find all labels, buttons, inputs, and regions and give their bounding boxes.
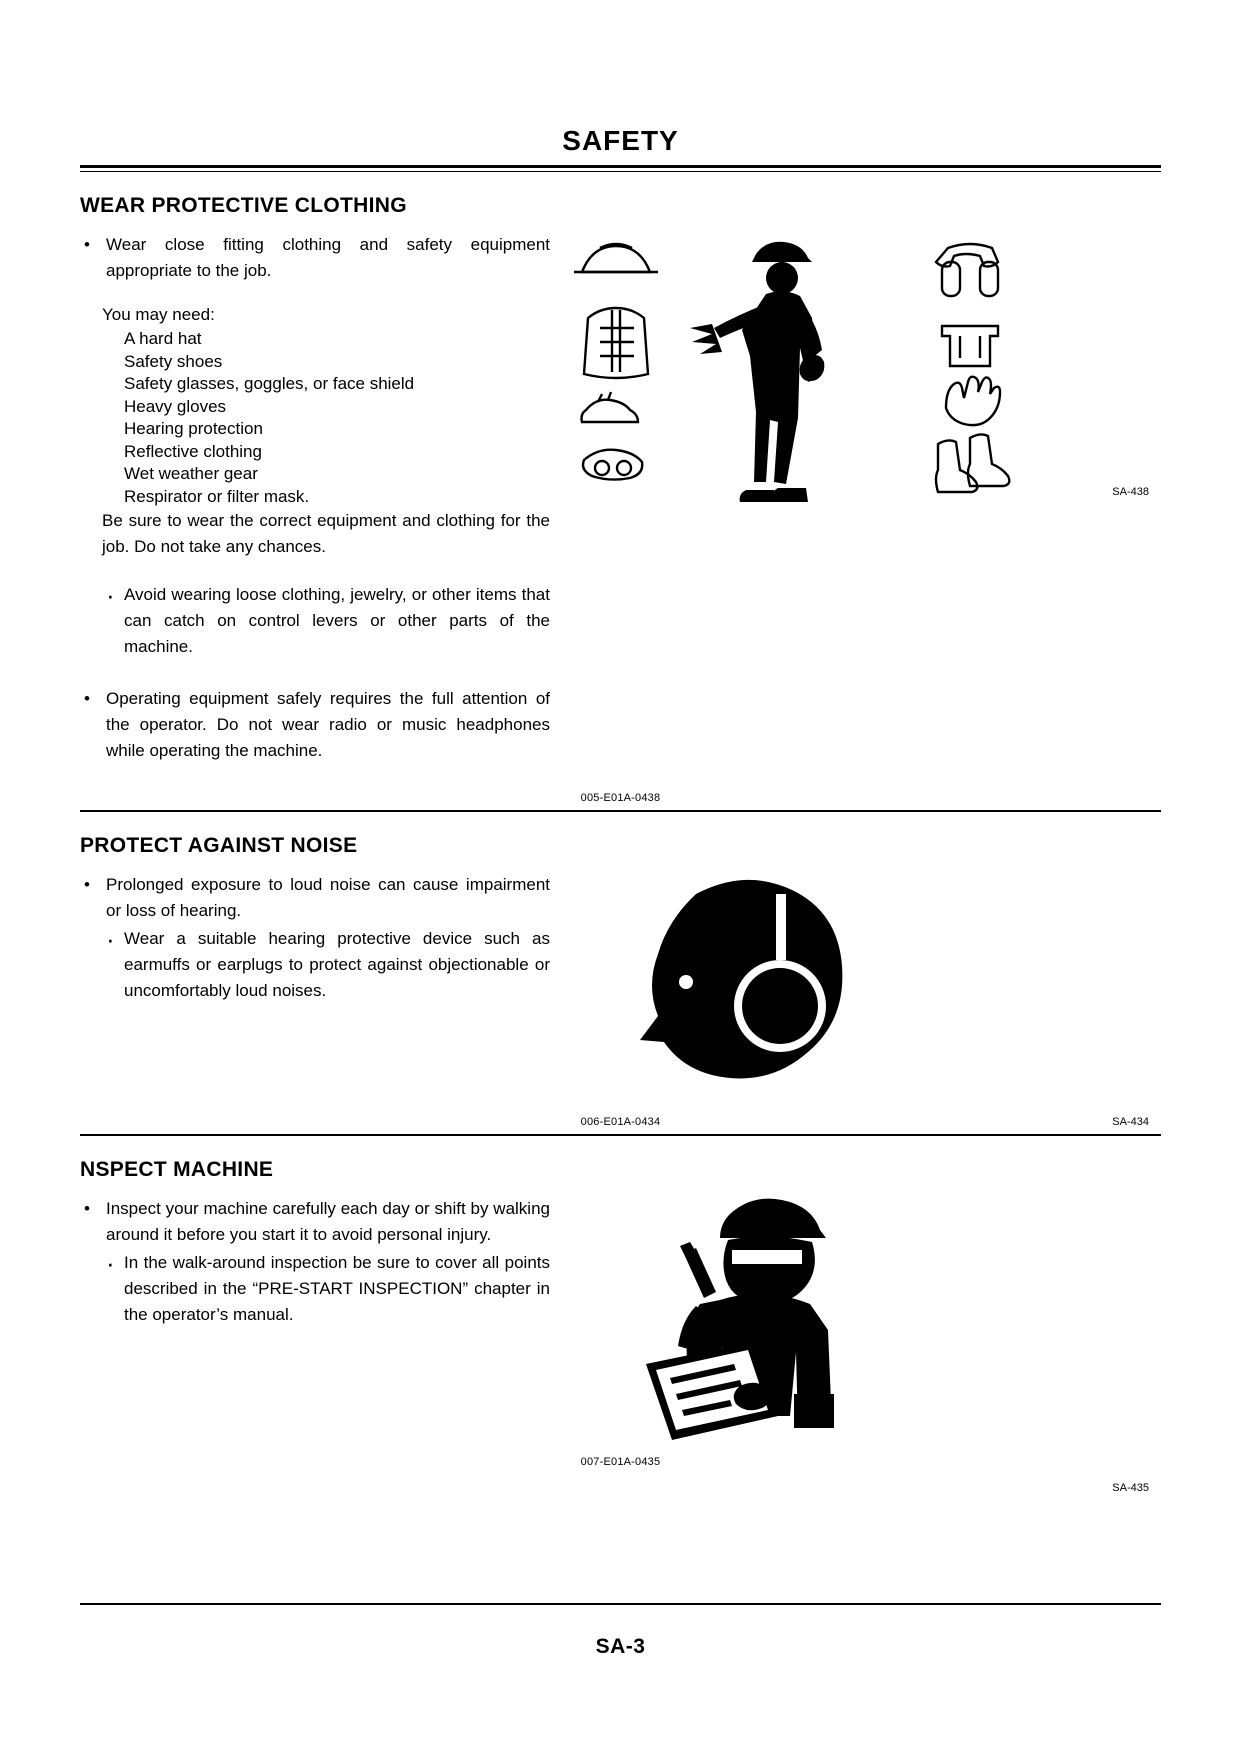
bullet-dot-icon: • [84, 689, 90, 708]
bullet-item [80, 872, 550, 924]
sub-bullet-item [102, 926, 550, 1004]
sub-bullet-item [102, 1250, 550, 1328]
figure-code: SA-438 [1112, 486, 1149, 498]
section-text-column [80, 1182, 550, 1452]
bullet-item [80, 1196, 550, 1248]
protective-equipment-list [102, 328, 550, 508]
you-may-need-block [102, 302, 550, 560]
list-item: Heavy gloves [124, 396, 227, 416]
page-title: SAFETY [562, 125, 679, 156]
sub-bullet-dot-icon [102, 582, 124, 660]
section-figure-column [550, 218, 1161, 766]
bullet-text: Operating equipment safely requires the full attention of the operator. Do not wear radio or music headphones while operating the machine. [106, 689, 550, 760]
document-code: 007-E01A-0435 [580, 1456, 661, 1468]
sub-bullet-dot-icon [102, 926, 124, 1004]
bullet-item [80, 686, 550, 764]
head-with-earmuffs-illustration [550, 858, 1161, 1108]
document-code: 006-E01A-0434 [580, 1116, 661, 1128]
section-figure-column [550, 858, 1161, 1108]
section-separator [80, 1134, 1161, 1136]
list-item: A hard hat [124, 329, 202, 348]
section-text-column [80, 218, 550, 766]
figure-code: SA-435 [1112, 1482, 1149, 1494]
bullet-text: Prolonged exposure to loud noise can cause impairment or loss of hearing. [106, 875, 550, 920]
list-item: Wet weather gear [124, 464, 258, 483]
section-text-column [80, 858, 550, 1108]
worker-with-clipboard-illustration [550, 1182, 1161, 1452]
document-code: 005-E01A-0438 [580, 792, 661, 804]
sub-bullet-text: Avoid wearing loose clothing, jewelry, or other items that can catch on control levers or other parts of the machine. [124, 585, 550, 656]
figure-code: SA-434 [1112, 1116, 1149, 1128]
header-rules [80, 165, 1161, 172]
sub-bullet-text: Wear a suitable hearing protective device such as earmuffs or earplugs to protect against objectionable or uncomfortably loud noises. [124, 929, 550, 1000]
sub-bullet-dot-icon [102, 1250, 124, 1328]
list-item: Safety shoes [124, 351, 223, 371]
section-title: WEAR PROTECTIVE CLOTHING [80, 194, 407, 217]
page-content [80, 0, 1161, 1755]
bullet-text: Wear close fitting clothing and safety equipment appropriate to the job. [106, 235, 550, 280]
protective-clothing-illustration [550, 218, 1161, 538]
you-may-need-label: You may need: [102, 305, 215, 324]
list-item: Hearing protection [124, 419, 263, 438]
header-rule-thick [80, 165, 1161, 168]
section-title: NSPECT MACHINE [80, 1158, 274, 1181]
bullet-dot-icon: • [84, 875, 90, 894]
bullet-dot-icon: • [84, 235, 90, 254]
sub-bullet-item [102, 582, 550, 660]
section-protect-against-noise [80, 834, 1161, 1136]
list-item: Reflective clothing [124, 441, 262, 461]
bullet-text: Inspect your machine carefully each day or shift by walking around it before you start it to avoid personal injury. [106, 1199, 550, 1244]
list-item: Respirator or filter mask. [124, 486, 310, 506]
section-wear-protective-clothing [80, 194, 1161, 812]
list-item: Safety glasses, goggles, or face shield [124, 374, 415, 393]
bullet-dot-icon: • [84, 1199, 90, 1218]
footer-rule [80, 1603, 1161, 1605]
section-title: PROTECT AGAINST NOISE [80, 834, 358, 857]
section-figure-column [550, 1182, 1161, 1452]
header-rule-thin [80, 171, 1161, 172]
sub-bullet-text: In the walk-around inspection be sure to cover all points described in the “PRE-START INSPECTION” chapter in the operator’s manual. [124, 1253, 550, 1324]
bullet-item [80, 232, 550, 284]
section-separator [80, 810, 1161, 812]
page-number: SA-3 [595, 1635, 646, 1658]
after-list-text: Be sure to wear the correct equipment and clothing for the job. Do not take any chances. [102, 511, 550, 556]
section-inspect-machine [80, 1158, 1161, 1494]
